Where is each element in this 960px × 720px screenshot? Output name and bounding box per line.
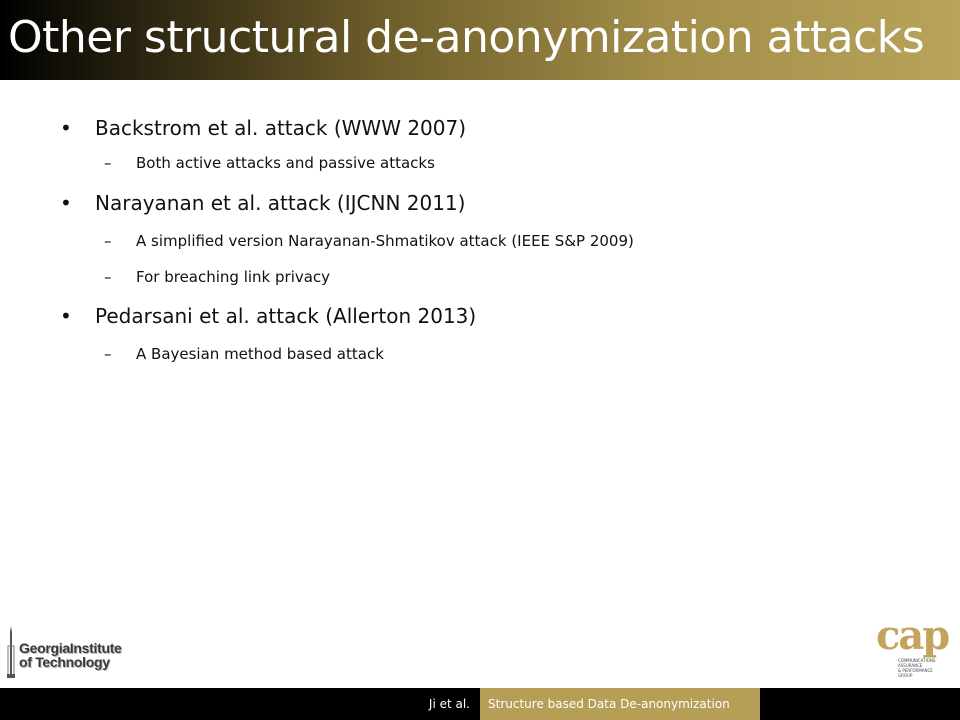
sub-bullet-text: A Bayesian method based attack bbox=[136, 345, 384, 363]
dash-icon: – bbox=[104, 154, 112, 172]
footer-subject-box bbox=[480, 688, 760, 720]
bullet-icon: • bbox=[60, 191, 72, 215]
footer-subject: Structure based Data De-anonymization bbox=[488, 697, 730, 711]
georgia-tech-name-line2: of Technology bbox=[19, 654, 110, 670]
footer-bar bbox=[0, 688, 960, 720]
dash-icon: – bbox=[104, 268, 112, 286]
sub-bullet-text: For breaching link privacy bbox=[136, 268, 331, 286]
cap-group-logo bbox=[876, 612, 956, 682]
bullet-icon: • bbox=[60, 116, 72, 140]
dash-icon: – bbox=[104, 232, 112, 250]
georgia-tech-logo bbox=[6, 624, 156, 680]
georgia-tech-name-line1: GeorgiaInstitute bbox=[19, 640, 122, 656]
bullet-text: Narayanan et al. attack (IJCNN 2011) bbox=[95, 191, 466, 215]
bullet-text: Backstrom et al. attack (WWW 2007) bbox=[95, 116, 467, 140]
sub-bullet-text: A simplified version Narayanan-Shmatikov attack (IEEE S&P 2009) bbox=[136, 232, 634, 250]
bullet-icon: • bbox=[60, 304, 72, 328]
cap-letters: cap bbox=[876, 612, 949, 659]
cap-group-name: COMMUNICATIONS ASSURANCE & PERFORMANCE GROUP bbox=[898, 658, 936, 678]
footer-author: Ji et al. bbox=[428, 697, 470, 711]
title-bar bbox=[0, 0, 960, 80]
tower-icon bbox=[6, 626, 16, 678]
slide-title: Other structural de-anonymization attacks bbox=[8, 12, 925, 63]
dash-icon: – bbox=[104, 345, 112, 363]
sub-bullet-text: Both active attacks and passive attacks bbox=[136, 154, 435, 172]
bullet-text: Pedarsani et al. attack (Allerton 2013) bbox=[95, 304, 477, 328]
